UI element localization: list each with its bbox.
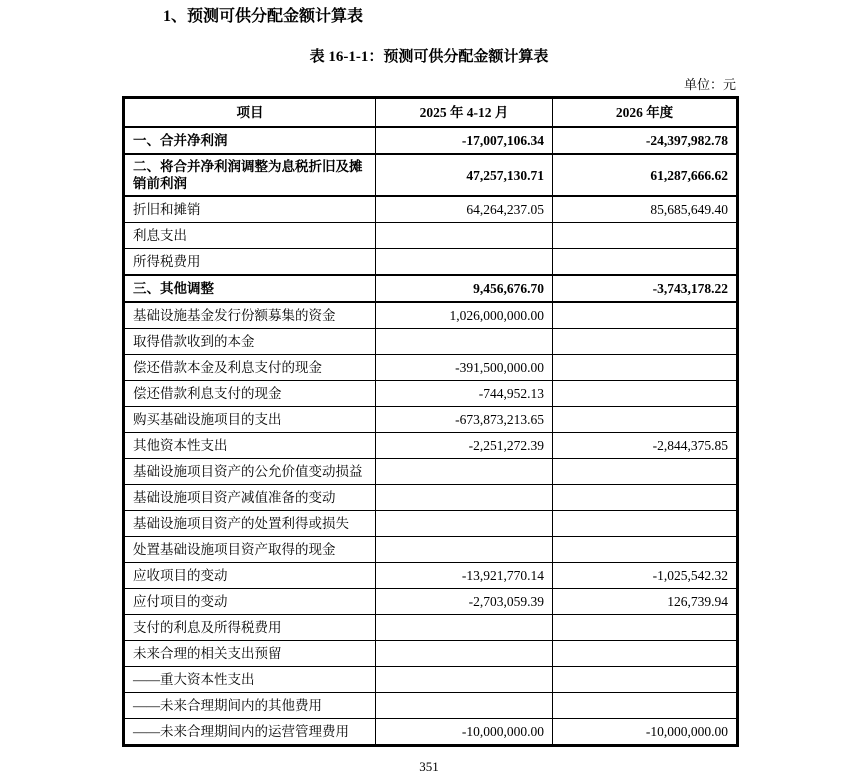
row-value-2025	[376, 459, 553, 485]
row-value-2025: -17,007,106.34	[376, 127, 553, 154]
table-title: 表 16-1-1：预测可供分配金额计算表	[309, 49, 549, 65]
document-page	[0, 6, 865, 781]
column-header-item: 项目	[124, 98, 376, 128]
row-item-label: 未来合理的相关支出预留	[124, 641, 376, 667]
table-header-row	[124, 98, 738, 128]
table-body	[124, 127, 738, 746]
table-row	[124, 302, 738, 329]
row-item-label: 折旧和摊销	[124, 196, 376, 223]
row-item-label: 其他资本性支出	[124, 433, 376, 459]
row-value-2025: -2,703,059.39	[376, 589, 553, 615]
row-item-label: 偿还借款利息支付的现金	[124, 381, 376, 407]
row-item-label: 三、其他调整	[124, 275, 376, 302]
row-value-2026	[553, 223, 738, 249]
row-value-2026	[553, 693, 738, 719]
table-row	[124, 329, 738, 355]
row-item-label: ——重大资本性支出	[124, 667, 376, 693]
row-value-2026	[553, 615, 738, 641]
table-row	[124, 433, 738, 459]
row-item-label: 所得税费用	[124, 249, 376, 276]
row-value-2026: -3,743,178.22	[553, 275, 738, 302]
row-value-2026	[553, 302, 738, 329]
row-value-2026: -1,025,542.32	[553, 563, 738, 589]
row-value-2025	[376, 537, 553, 563]
row-value-2025: -673,873,213.65	[376, 407, 553, 433]
column-header-2025: 2025 年 4-12 月	[376, 98, 553, 128]
table-row	[124, 154, 738, 196]
row-value-2025: 9,456,676.70	[376, 275, 553, 302]
row-item-label: 取得借款收到的本金	[124, 329, 376, 355]
row-item-label: 基础设施项目资产的公允价值变动损益	[124, 459, 376, 485]
table-row	[124, 667, 738, 693]
row-value-2025	[376, 329, 553, 355]
page-number: 351	[419, 759, 439, 774]
row-value-2026	[553, 485, 738, 511]
row-value-2025: -2,251,272.39	[376, 433, 553, 459]
row-item-label: 处置基础设施项目资产取得的现金	[124, 537, 376, 563]
row-item-label: ——未来合理期间内的运营管理费用	[124, 719, 376, 746]
column-header-2026: 2026 年度	[553, 98, 738, 128]
row-value-2026	[553, 249, 738, 276]
row-value-2025	[376, 511, 553, 537]
row-value-2025: 1,026,000,000.00	[376, 302, 553, 329]
table-row	[124, 719, 738, 746]
row-item-label: 支付的利息及所得税费用	[124, 615, 376, 641]
row-value-2026: 126,739.94	[553, 589, 738, 615]
row-value-2026: -10,000,000.00	[553, 719, 738, 746]
row-value-2026	[553, 329, 738, 355]
table-row	[124, 641, 738, 667]
row-value-2026	[553, 511, 738, 537]
row-value-2026	[553, 537, 738, 563]
table-row	[124, 589, 738, 615]
section-heading: 1、预测可供分配金额计算表	[163, 8, 364, 25]
row-value-2025	[376, 667, 553, 693]
table-row	[124, 381, 738, 407]
row-item-label: 应收项目的变动	[124, 563, 376, 589]
table-row	[124, 127, 738, 154]
row-value-2025	[376, 223, 553, 249]
row-value-2026: 61,287,666.62	[553, 154, 738, 196]
row-value-2025: -744,952.13	[376, 381, 553, 407]
row-value-2026	[553, 407, 738, 433]
table-row	[124, 693, 738, 719]
row-value-2025: -391,500,000.00	[376, 355, 553, 381]
row-value-2026	[553, 381, 738, 407]
row-value-2026	[553, 667, 738, 693]
row-item-label: 利息支出	[124, 223, 376, 249]
row-item-label: 基础设施项目资产减值准备的变动	[124, 485, 376, 511]
table-row	[124, 459, 738, 485]
row-value-2026: 85,685,649.40	[553, 196, 738, 223]
row-value-2025	[376, 693, 553, 719]
row-value-2026: -2,844,375.85	[553, 433, 738, 459]
table-row	[124, 249, 738, 276]
table-row	[124, 485, 738, 511]
row-value-2026	[553, 355, 738, 381]
row-item-label: 偿还借款本金及利息支付的现金	[124, 355, 376, 381]
unit-label: 单位：元	[683, 77, 736, 92]
table-row	[124, 407, 738, 433]
table-row	[124, 196, 738, 223]
row-value-2025	[376, 485, 553, 511]
row-item-label: 基础设施基金发行份额募集的资金	[124, 302, 376, 329]
row-item-label: 二、将合并净利润调整为息税折旧及摊销前利润	[124, 154, 376, 196]
table-row	[124, 223, 738, 249]
row-item-label: 基础设施项目资产的处置利得或损失	[124, 511, 376, 537]
row-value-2025	[376, 249, 553, 276]
table-row	[124, 275, 738, 302]
table-row	[124, 563, 738, 589]
row-value-2026	[553, 641, 738, 667]
allocation-calc-table	[122, 96, 739, 747]
table-row	[124, 511, 738, 537]
row-value-2026: -24,397,982.78	[553, 127, 738, 154]
row-item-label: 应付项目的变动	[124, 589, 376, 615]
row-item-label: 购买基础设施项目的支出	[124, 407, 376, 433]
row-value-2025: -13,921,770.14	[376, 563, 553, 589]
row-value-2025	[376, 615, 553, 641]
row-item-label: ——未来合理期间内的其他费用	[124, 693, 376, 719]
table-row	[124, 615, 738, 641]
row-value-2025	[376, 641, 553, 667]
table-row	[124, 355, 738, 381]
row-value-2026	[553, 459, 738, 485]
row-value-2025: -10,000,000.00	[376, 719, 553, 746]
row-value-2025: 64,264,237.05	[376, 196, 553, 223]
row-value-2025: 47,257,130.71	[376, 154, 553, 196]
row-item-label: 一、合并净利润	[124, 127, 376, 154]
table-row	[124, 537, 738, 563]
